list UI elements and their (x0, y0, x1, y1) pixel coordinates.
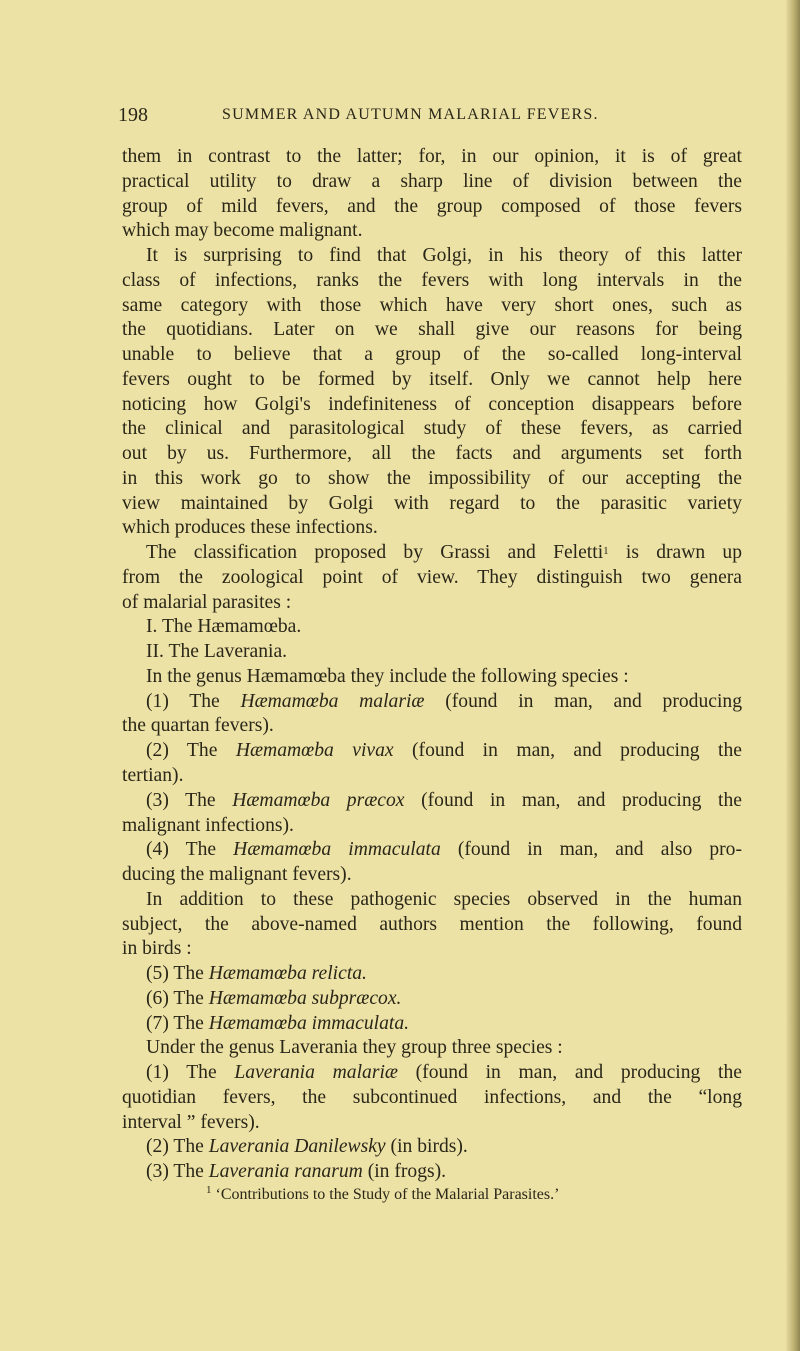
text-line (122, 1086, 742, 1110)
page-edge-shadow (786, 0, 800, 1351)
text-line (122, 492, 742, 516)
text-run: (2) The (146, 1136, 209, 1158)
text-run: (in frogs). (362, 1161, 447, 1183)
text-run: is drawn up (608, 542, 742, 564)
text-run: subject, the above-named authors mention the following, found (122, 913, 742, 935)
running-title: SUMMER AND AUTUMN MALARIAL FEVERS. (222, 106, 599, 123)
text-line (146, 665, 742, 689)
text-line (146, 615, 742, 639)
text-line (146, 1160, 742, 1184)
text-line (146, 1135, 742, 1159)
text-run: out by us. Furthermore, all the facts and arguments set forth (122, 443, 742, 465)
text-run: from the zoological point of view. They distinguish two genera (122, 566, 742, 588)
footnote (206, 1186, 559, 1204)
text-line (146, 888, 742, 912)
text-line (122, 937, 742, 961)
text-line (122, 368, 742, 392)
text-run: II. The Laverania. (146, 641, 288, 663)
text-line (122, 467, 742, 491)
italic-species-name: Laverania ranarum (208, 1161, 363, 1183)
text-run: (2) The (146, 740, 236, 762)
text-line (146, 789, 742, 813)
text-line (146, 962, 742, 986)
page-number: 198 (118, 104, 148, 126)
italic-species-name: Hæmamœba præcox (232, 789, 405, 811)
text-line (122, 591, 742, 615)
text-run: ducing the malignant fevers). (122, 864, 352, 886)
footnote-reference: 1 (603, 545, 609, 558)
footnote-text: ‘Contributions to the Study of the Malarial Parasites.’ (215, 1186, 560, 1203)
text-line (122, 863, 742, 887)
text-run: (in birds). (385, 1136, 468, 1158)
text-line (122, 195, 742, 219)
italic-species-name: Hæmamœba subpræcox. (208, 987, 402, 1009)
text-line (122, 170, 742, 194)
text-run: in birds : (122, 938, 192, 960)
text-run: In the genus Hæmamœba they include the following species : (146, 665, 629, 687)
text-run: fevers ought to be formed by itself. Only we cannot help here (122, 368, 742, 390)
text-line (146, 541, 742, 565)
text-line (122, 1111, 742, 1135)
text-run: (5) The (146, 963, 209, 985)
text-run: the quotidians. Later on we shall give our reasons for being (122, 319, 742, 341)
text-line (122, 442, 742, 466)
text-line (122, 714, 742, 738)
text-run: class of infections, ranks the fevers with long intervals in the (122, 269, 742, 291)
italic-species-name: Hæmamœba immaculata. (208, 1012, 410, 1034)
text-line (122, 393, 742, 417)
text-run: (found in man, and producing the (397, 1062, 742, 1084)
text-run: group of mild fevers, and the group composed of those fevers (122, 195, 742, 217)
text-line (122, 764, 742, 788)
footnote-marker: 1 (206, 1184, 212, 1196)
text-run: view maintained by Golgi with regard to the parasitic variety (122, 492, 742, 514)
text-run: (found in man, and also pro- (440, 839, 742, 861)
text-run: (found in man, and producing (424, 690, 743, 712)
text-line (146, 1061, 742, 1085)
text-line (146, 1012, 742, 1036)
italic-species-name: Laverania Danilewsky (208, 1136, 386, 1158)
text-run: them in contrast to the latter; for, in our opinion, it is of great (122, 146, 742, 167)
italic-species-name: Laverania malariæ (234, 1062, 398, 1084)
text-line (122, 145, 742, 169)
text-run: (1) The (146, 1062, 235, 1084)
text-run: in this work go to show the impossibility of our accepting the (122, 467, 742, 489)
text-line (146, 838, 742, 862)
text-line (122, 269, 742, 293)
text-run: The classification proposed by Grassi and Feletti (146, 542, 604, 564)
text-line (146, 690, 742, 714)
text-run: of malarial parasites : (122, 591, 292, 613)
text-line (122, 913, 742, 937)
text-run: (1) The (146, 690, 241, 712)
text-run: (found in man, and producing the (404, 789, 742, 811)
text-line (122, 814, 742, 838)
text-run: (3) The (146, 789, 233, 811)
text-line (146, 1036, 742, 1060)
text-line (122, 318, 742, 342)
italic-species-name: Hæmamœba immaculata (233, 839, 441, 861)
text-line (146, 244, 742, 268)
text-line (146, 640, 742, 664)
text-line (146, 987, 742, 1011)
text-line (122, 343, 742, 367)
text-line (122, 566, 742, 590)
text-run: interval ” fevers). (122, 1111, 260, 1133)
text-run: (7) The (146, 1012, 209, 1034)
italic-species-name: Hæmamœba vivax (235, 740, 394, 762)
text-run: which produces these infections. (122, 517, 378, 539)
text-line (122, 294, 742, 318)
text-run: quotidian fevers, the subcontinued infections, and the “long (122, 1086, 742, 1108)
text-run: tertian). (122, 765, 184, 786)
text-run: It is surprising to find that Golgi, in his theory of this latter (146, 245, 742, 267)
text-run: practical utility to draw a sharp line of division between the (122, 170, 742, 192)
text-run: (4) The (146, 839, 234, 861)
text-run: which may become malignant. (122, 220, 363, 242)
text-run: the quartan fevers). (122, 715, 274, 737)
text-run: (3) The (146, 1161, 209, 1183)
text-run: In addition to these pathogenic species observed in the human (146, 888, 742, 910)
text-line (122, 516, 742, 540)
text-run: noticing how Golgi's indefiniteness of conception disappears before (122, 393, 742, 415)
text-run: I. The Hæmamœba. (146, 616, 302, 638)
italic-species-name: Hæmamœba malariæ (240, 690, 425, 712)
text-run: Under the genus Laverania they group three species : (146, 1037, 563, 1059)
text-line (122, 219, 742, 243)
text-run: malignant infections). (122, 814, 294, 836)
text-run: unable to believe that a group of the so-called long-interval (122, 344, 742, 366)
text-run: same category with those which have very short ones, such as (122, 294, 742, 316)
text-line (122, 417, 742, 441)
text-run: the clinical and parasitological study of these fevers, as carried (122, 418, 742, 440)
text-run: (6) The (146, 987, 209, 1009)
text-run: (found in man, and producing the (393, 740, 742, 762)
italic-species-name: Hæmamœba relicta. (208, 963, 367, 985)
text-line (146, 739, 742, 763)
